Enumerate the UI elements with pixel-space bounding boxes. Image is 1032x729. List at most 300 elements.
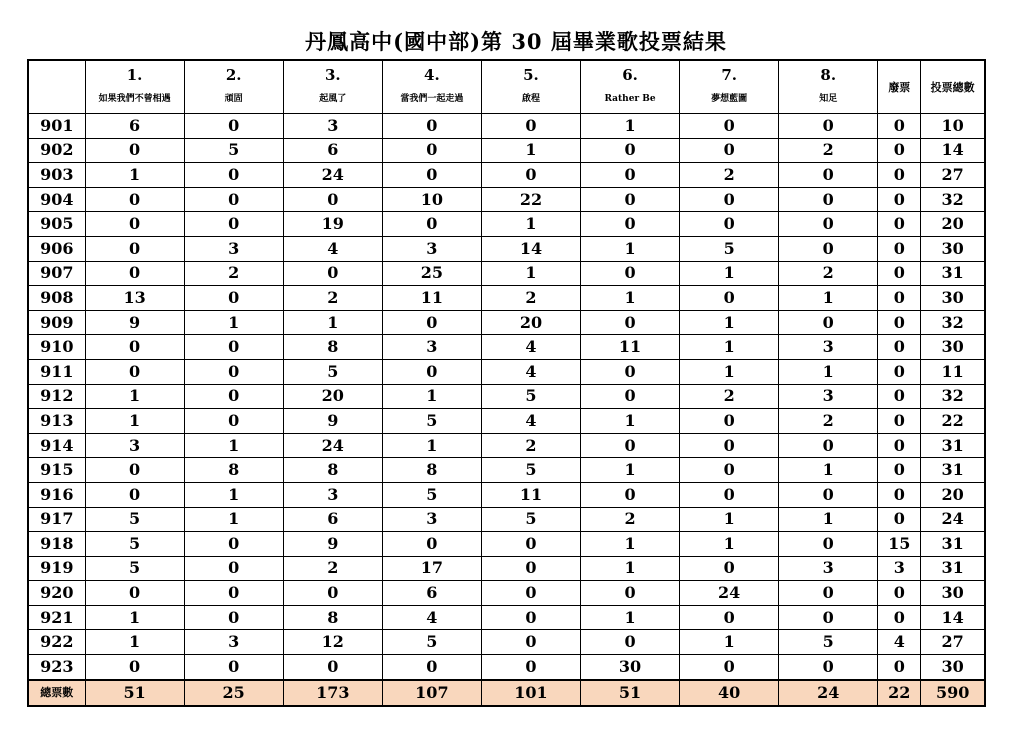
class-cell: 907	[28, 261, 85, 286]
vote-cell: 0	[382, 138, 481, 163]
song-header-6	[581, 60, 680, 114]
vote-cell: 0	[184, 384, 283, 409]
vote-cell: 0	[581, 310, 680, 335]
total-cell: 590	[921, 680, 985, 706]
vote-cell: 0	[481, 581, 580, 606]
vote-cell: 0	[779, 236, 878, 261]
vote-cell: 0	[581, 187, 680, 212]
vote-cell: 0	[184, 187, 283, 212]
song-header-7	[680, 60, 779, 114]
vote-cell: 5	[283, 359, 382, 384]
vote-cell: 1	[779, 458, 878, 483]
table-row	[28, 114, 985, 139]
vote-cell: 0	[581, 630, 680, 655]
vote-cell: 0	[779, 163, 878, 188]
vote-cell: 0	[680, 605, 779, 630]
total-label: 總票數	[28, 680, 85, 706]
total-cell: 31	[921, 433, 985, 458]
vote-cell: 5	[481, 384, 580, 409]
invalid-cell: 0	[878, 409, 921, 434]
class-cell: 903	[28, 163, 85, 188]
table-row	[28, 212, 985, 237]
vote-cell: 1	[382, 384, 481, 409]
vote-cell: 0	[382, 114, 481, 139]
total-cell: 27	[921, 163, 985, 188]
vote-cell: 0	[85, 212, 184, 237]
vote-cell: 0	[184, 114, 283, 139]
vote-cell: 0	[481, 532, 580, 557]
vote-cell: 0	[680, 187, 779, 212]
vote-cell: 1	[184, 482, 283, 507]
song-number: 6.	[622, 66, 638, 84]
vote-cell: 3	[779, 384, 878, 409]
vote-cell: 0	[283, 261, 382, 286]
total-cell: 32	[921, 310, 985, 335]
song-header-8	[779, 60, 878, 114]
table-row	[28, 655, 985, 680]
vote-cell: 0	[680, 409, 779, 434]
table-row	[28, 433, 985, 458]
invalid-cell: 0	[878, 359, 921, 384]
vote-cell: 20	[283, 384, 382, 409]
vote-cell: 5	[85, 507, 184, 532]
vote-cell: 5	[382, 482, 481, 507]
invalid-cell: 0	[878, 335, 921, 360]
total-cell: 14	[921, 138, 985, 163]
vote-cell: 0	[184, 655, 283, 680]
vote-cell: 1	[85, 409, 184, 434]
class-cell: 908	[28, 286, 85, 311]
vote-cell: 6	[85, 114, 184, 139]
vote-cell: 0	[481, 655, 580, 680]
table-row	[28, 286, 985, 311]
vote-cell: 5	[184, 138, 283, 163]
invalid-cell: 0	[878, 286, 921, 311]
vote-cell: 0	[779, 212, 878, 237]
vote-cell: 0	[481, 556, 580, 581]
song-header-3	[283, 60, 382, 114]
invalid-cell: 0	[878, 212, 921, 237]
vote-cell: 40	[680, 680, 779, 706]
vote-cell: 0	[581, 482, 680, 507]
total-cell: 30	[921, 236, 985, 261]
vote-cell: 1	[680, 335, 779, 360]
vote-cell: 0	[283, 581, 382, 606]
table-row	[28, 236, 985, 261]
invalid-cell: 0	[878, 655, 921, 680]
table-row	[28, 630, 985, 655]
vote-cell: 101	[481, 680, 580, 706]
vote-cell: 24	[283, 163, 382, 188]
vote-cell: 0	[85, 236, 184, 261]
vote-cell: 24	[779, 680, 878, 706]
vote-cell: 1	[481, 212, 580, 237]
class-cell: 909	[28, 310, 85, 335]
vote-cell: 2	[184, 261, 283, 286]
table-row	[28, 187, 985, 212]
class-cell: 901	[28, 114, 85, 139]
total-cell: 32	[921, 187, 985, 212]
class-cell: 919	[28, 556, 85, 581]
vote-cell: 0	[85, 187, 184, 212]
vote-cell: 5	[382, 630, 481, 655]
vote-cell: 3	[283, 114, 382, 139]
class-cell: 913	[28, 409, 85, 434]
vote-cell: 1	[481, 261, 580, 286]
song-number: 2.	[225, 66, 242, 84]
vote-cell: 1	[581, 409, 680, 434]
vote-cell: 1	[581, 605, 680, 630]
table-row	[28, 261, 985, 286]
vote-cell: 8	[283, 335, 382, 360]
vote-cell: 0	[184, 409, 283, 434]
class-cell: 920	[28, 581, 85, 606]
class-cell: 912	[28, 384, 85, 409]
class-cell: 905	[28, 212, 85, 237]
vote-cell: 1	[779, 286, 878, 311]
vote-cell: 0	[680, 458, 779, 483]
vote-cell: 0	[581, 163, 680, 188]
vote-cell: 0	[283, 187, 382, 212]
class-cell: 904	[28, 187, 85, 212]
total-cell: 20	[921, 482, 985, 507]
vote-cell: 3	[283, 482, 382, 507]
vote-cell: 0	[779, 187, 878, 212]
vote-cell: 12	[283, 630, 382, 655]
vote-cell: 1	[85, 163, 184, 188]
vote-cell: 0	[481, 114, 580, 139]
song-name: 啟程	[521, 94, 540, 104]
vote-cell: 4	[481, 409, 580, 434]
vote-cell: 2	[581, 507, 680, 532]
song-number: 7.	[721, 66, 737, 84]
class-cell: 902	[28, 138, 85, 163]
page-title: 丹鳳高中(國中部)第 30 屆畢業歌投票結果	[305, 29, 727, 54]
class-cell: 911	[28, 359, 85, 384]
table-row	[28, 359, 985, 384]
vote-cell: 13	[85, 286, 184, 311]
class-cell: 916	[28, 482, 85, 507]
vote-cell: 3	[85, 433, 184, 458]
invalid-cell: 3	[878, 556, 921, 581]
vote-cell: 3	[184, 236, 283, 261]
song-name: 頑固	[224, 94, 243, 104]
vote-cell: 1	[85, 630, 184, 655]
vote-cell: 4	[382, 605, 481, 630]
vote-cell: 8	[283, 458, 382, 483]
vote-cell: 24	[680, 581, 779, 606]
total-cell: 20	[921, 212, 985, 237]
vote-cell: 0	[382, 310, 481, 335]
song-header-5	[481, 60, 580, 114]
vote-cell: 0	[184, 359, 283, 384]
vote-cell: 0	[680, 114, 779, 139]
total-row	[28, 680, 985, 706]
vote-cell: 0	[184, 163, 283, 188]
vote-cell: 0	[779, 433, 878, 458]
vote-cell: 0	[581, 138, 680, 163]
vote-cell: 0	[779, 114, 878, 139]
vote-cell: 0	[184, 532, 283, 557]
table-row	[28, 482, 985, 507]
song-number: 3.	[324, 66, 341, 84]
vote-cell: 5	[481, 507, 580, 532]
class-cell: 915	[28, 458, 85, 483]
vote-cell: 5	[85, 556, 184, 581]
total-cell: 11	[921, 359, 985, 384]
vote-cell: 0	[680, 286, 779, 311]
vote-cell: 1	[581, 458, 680, 483]
vote-cell: 2	[481, 286, 580, 311]
vote-cell: 0	[680, 482, 779, 507]
vote-cell: 0	[680, 138, 779, 163]
vote-cell: 1	[581, 286, 680, 311]
vote-cell: 1	[680, 261, 779, 286]
table-row	[28, 581, 985, 606]
invalid-cell: 0	[878, 581, 921, 606]
table-row	[28, 310, 985, 335]
vote-cell: 2	[779, 261, 878, 286]
vote-cell: 1	[184, 433, 283, 458]
vote-cell: 1	[581, 556, 680, 581]
vote-cell: 2	[680, 163, 779, 188]
vote-cell: 0	[581, 581, 680, 606]
song-header-2	[184, 60, 283, 114]
vote-cell: 1	[779, 507, 878, 532]
vote-cell: 4	[481, 359, 580, 384]
invalid-cell: 0	[878, 605, 921, 630]
vote-cell: 51	[85, 680, 184, 706]
vote-cell: 0	[382, 212, 481, 237]
total-cell: 31	[921, 261, 985, 286]
vote-cell: 2	[481, 433, 580, 458]
vote-cell: 6	[283, 507, 382, 532]
vote-cell: 11	[382, 286, 481, 311]
table-row	[28, 409, 985, 434]
vote-cell: 1	[581, 532, 680, 557]
vote-cell: 6	[382, 581, 481, 606]
vote-cell: 1	[680, 310, 779, 335]
vote-cell: 107	[382, 680, 481, 706]
table-row	[28, 384, 985, 409]
vote-cell: 2	[779, 138, 878, 163]
invalid-cell: 0	[878, 433, 921, 458]
total-cell: 30	[921, 581, 985, 606]
song-number: 1.	[126, 66, 143, 84]
invalid-cell: 0	[878, 482, 921, 507]
corner-cell	[28, 60, 85, 114]
vote-cell: 0	[184, 581, 283, 606]
invalid-cell: 0	[878, 310, 921, 335]
vote-cell: 24	[283, 433, 382, 458]
song-name: 起風了	[319, 94, 347, 104]
song-name: 夢想藍圖	[711, 94, 748, 104]
vote-cell: 2	[283, 556, 382, 581]
total-votes-header: 投票總數	[921, 60, 985, 114]
vote-cell: 1	[581, 236, 680, 261]
vote-cell: 11	[581, 335, 680, 360]
song-header-4	[382, 60, 481, 114]
vote-cell: 22	[481, 187, 580, 212]
song-number: 5.	[523, 66, 539, 84]
vote-cell: 0	[680, 556, 779, 581]
vote-cell: 6	[283, 138, 382, 163]
invalid-cell: 0	[878, 507, 921, 532]
vote-cell: 0	[85, 138, 184, 163]
invalid-cell: 0	[878, 187, 921, 212]
vote-cell: 5	[382, 409, 481, 434]
table-row	[28, 138, 985, 163]
total-cell: 30	[921, 335, 985, 360]
vote-cell: 0	[85, 581, 184, 606]
vote-cell: 0	[184, 556, 283, 581]
invalid-cell: 4	[878, 630, 921, 655]
total-cell: 14	[921, 605, 985, 630]
invalid-cell: 0	[878, 384, 921, 409]
vote-cell: 0	[779, 310, 878, 335]
table-row	[28, 507, 985, 532]
vote-cell: 3	[382, 507, 481, 532]
invalid-cell: 0	[878, 163, 921, 188]
vote-cell: 0	[779, 482, 878, 507]
table-row	[28, 532, 985, 557]
vote-cell: 5	[85, 532, 184, 557]
vote-cell: 17	[382, 556, 481, 581]
vote-cell: 0	[779, 532, 878, 557]
song-number: 8.	[820, 66, 837, 84]
total-cell: 31	[921, 532, 985, 557]
vote-cell: 5	[481, 458, 580, 483]
vote-cell: 10	[382, 187, 481, 212]
vote-cell: 0	[680, 655, 779, 680]
invalid-votes-header: 廢票	[878, 60, 921, 114]
vote-cell: 2	[779, 409, 878, 434]
vote-cell: 1	[680, 630, 779, 655]
vote-cell: 1	[85, 384, 184, 409]
song-header-1	[85, 60, 184, 114]
vote-cell: 1	[581, 114, 680, 139]
vote-cell: 0	[779, 655, 878, 680]
vote-cell: 1	[481, 138, 580, 163]
vote-cell: 3	[779, 556, 878, 581]
vote-cell: 173	[283, 680, 382, 706]
vote-cell: 3	[779, 335, 878, 360]
vote-cell: 8	[283, 605, 382, 630]
total-cell: 31	[921, 556, 985, 581]
vote-cell: 0	[581, 261, 680, 286]
vote-cell: 5	[779, 630, 878, 655]
vote-cell: 8	[184, 458, 283, 483]
vote-cell: 0	[85, 335, 184, 360]
invalid-cell: 0	[878, 114, 921, 139]
vote-cell: 3	[184, 630, 283, 655]
invalid-cell: 15	[878, 532, 921, 557]
vote-cell: 0	[85, 359, 184, 384]
vote-cell: 0	[680, 212, 779, 237]
vote-cell: 1	[184, 507, 283, 532]
vote-cell: 0	[184, 286, 283, 311]
vote-results-table	[27, 59, 986, 707]
vote-cell: 3	[382, 236, 481, 261]
table-row	[28, 605, 985, 630]
class-cell: 910	[28, 335, 85, 360]
class-cell: 923	[28, 655, 85, 680]
vote-cell: 0	[581, 384, 680, 409]
vote-cell: 0	[779, 581, 878, 606]
vote-cell: 11	[481, 482, 580, 507]
vote-cell: 0	[581, 212, 680, 237]
vote-cell: 0	[184, 605, 283, 630]
vote-cell: 20	[481, 310, 580, 335]
song-name: Rather Be	[604, 94, 656, 104]
song-name: 當我們一起走過	[400, 94, 464, 104]
vote-cell: 0	[581, 433, 680, 458]
vote-cell: 1	[382, 433, 481, 458]
vote-cell: 2	[680, 384, 779, 409]
table-row	[28, 458, 985, 483]
class-cell: 917	[28, 507, 85, 532]
song-number: 4.	[424, 66, 440, 84]
total-cell: 30	[921, 286, 985, 311]
table-row	[28, 163, 985, 188]
vote-cell: 0	[481, 605, 580, 630]
table-row	[28, 556, 985, 581]
invalid-cell: 0	[878, 236, 921, 261]
vote-cell: 51	[581, 680, 680, 706]
class-cell: 906	[28, 236, 85, 261]
vote-cell: 2	[283, 286, 382, 311]
class-cell: 922	[28, 630, 85, 655]
vote-cell: 0	[382, 163, 481, 188]
vote-cell: 0	[85, 655, 184, 680]
vote-cell: 0	[382, 359, 481, 384]
total-cell: 30	[921, 655, 985, 680]
vote-cell: 0	[779, 605, 878, 630]
song-name: 知足	[819, 94, 838, 104]
vote-cell: 0	[680, 433, 779, 458]
invalid-cell: 0	[878, 261, 921, 286]
vote-cell: 0	[85, 261, 184, 286]
vote-cell: 9	[283, 532, 382, 557]
vote-cell: 25	[382, 261, 481, 286]
vote-cell: 9	[85, 310, 184, 335]
vote-cell: 4	[283, 236, 382, 261]
vote-cell: 1	[283, 310, 382, 335]
total-cell: 32	[921, 384, 985, 409]
vote-cell: 0	[85, 458, 184, 483]
song-name: 如果我們不曾相遇	[98, 94, 171, 104]
header-row	[28, 60, 985, 114]
vote-cell: 1	[184, 310, 283, 335]
vote-cell: 1	[779, 359, 878, 384]
vote-cell: 5	[680, 236, 779, 261]
vote-cell: 0	[382, 655, 481, 680]
total-cell: 22	[921, 409, 985, 434]
invalid-cell: 0	[878, 138, 921, 163]
class-cell: 921	[28, 605, 85, 630]
total-cell: 31	[921, 458, 985, 483]
vote-cell: 4	[481, 335, 580, 360]
class-cell: 914	[28, 433, 85, 458]
vote-cell: 0	[184, 335, 283, 360]
vote-cell: 1	[680, 359, 779, 384]
table-row	[28, 335, 985, 360]
vote-cell: 1	[85, 605, 184, 630]
vote-cell: 1	[680, 532, 779, 557]
vote-cell: 1	[680, 507, 779, 532]
total-cell: 24	[921, 507, 985, 532]
vote-cell: 14	[481, 236, 580, 261]
